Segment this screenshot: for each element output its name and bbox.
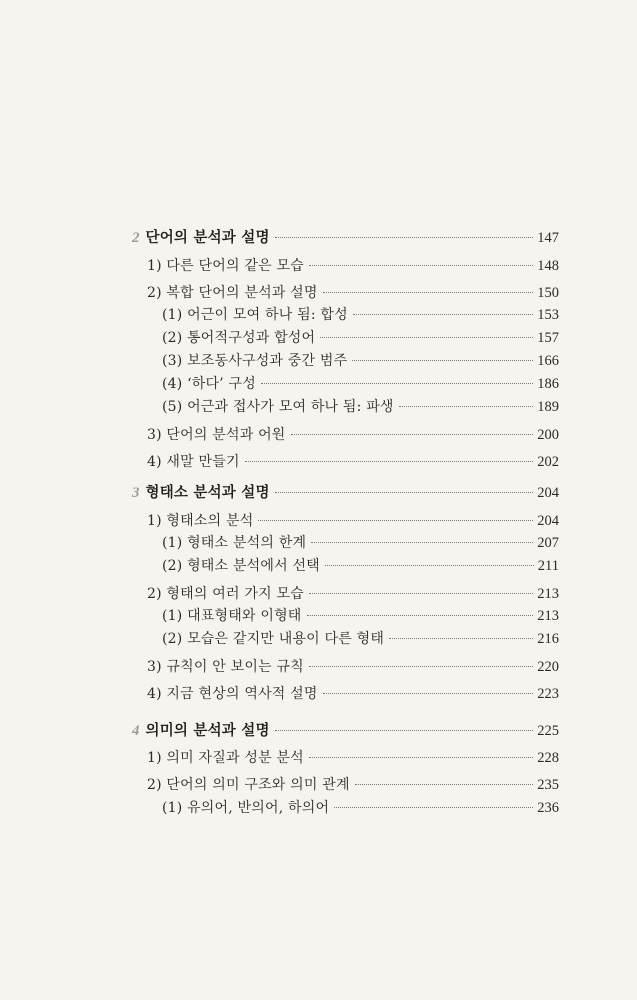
toc-subitem [162,373,559,395]
toc-section-4 [132,720,559,742]
page-number: 200 [537,427,559,443]
page-number: 153 [537,307,559,323]
toc-subitem [162,628,559,650]
page-number: 236 [537,800,559,816]
toc-subitem [162,555,559,577]
dot-leader [355,784,534,785]
section-number: 2 [132,230,140,246]
item-label: 2) 복합 단어의 분석과 설명 [147,285,318,301]
item-label: 2) 형태의 여러 가지 모습 [147,586,304,602]
dot-leader [323,292,534,293]
item-label: 4) 새말 만들기 [147,454,240,470]
subitem-label: (2) 형태소 분석에서 선택 [162,558,320,574]
subitem-label: (1) 형태소 분석의 한계 [162,535,307,551]
page-number: 225 [537,723,559,739]
dot-leader [320,337,533,338]
toc-item [147,510,559,532]
section-title: 단어의 분석과 설명 [145,230,270,246]
subitem-label: (3) 보조동사구성과 중간 범주 [162,353,348,369]
toc-section-3 [132,482,559,504]
page-number: 213 [537,586,559,602]
dot-leader [353,314,533,315]
subitem-label: (1) 대표형태와 이형태 [162,608,302,624]
subitem-label: (4) ‘하다’ 구성 [162,376,256,392]
toc-item [147,583,559,605]
subitem-label: (2) 모습은 같지만 내용이 다른 형태 [162,631,385,647]
toc-item [147,255,559,277]
toc-item [147,424,559,446]
dot-leader [275,730,534,731]
section-title: 형태소 분석과 설명 [145,485,270,501]
dot-leader [307,615,534,616]
page-number: 235 [537,777,559,793]
page-number: 148 [537,258,559,274]
item-label: 3) 규칙이 안 보이는 규칙 [147,659,304,675]
page-number: 202 [537,454,559,470]
dot-leader [258,520,533,521]
page-number: 228 [537,750,559,766]
dot-leader [352,360,533,361]
page-number: 220 [537,659,559,675]
toc-section-2 [132,227,559,249]
page-number: 186 [537,376,559,392]
dot-leader [309,593,533,594]
dot-leader [275,492,534,493]
page-number: 150 [537,285,559,301]
toc-subitem [162,327,559,349]
page-number: 204 [537,513,559,529]
toc-subitem [162,304,559,326]
toc-item [147,683,559,705]
dot-leader [309,757,533,758]
subitem-label: (5) 어근과 접사가 모여 하나 됨: 파생 [162,399,394,415]
item-label: 2) 단어의 의미 구조와 의미 관계 [147,777,350,793]
dot-leader [323,693,534,694]
section-number: 4 [132,723,140,739]
toc-subitem [162,605,559,627]
toc-item [147,451,559,473]
dot-leader [325,565,534,566]
page-number: 157 [537,330,559,346]
page-number: 216 [537,631,559,647]
dot-leader [275,237,534,238]
toc-subitem [162,797,559,819]
toc-item [147,774,559,796]
toc-item [147,282,559,304]
dot-leader [309,265,533,266]
page-number: 223 [537,686,559,702]
subitem-label: (2) 통어적구성과 합성어 [162,330,316,346]
subitem-label: (1) 유의어, 반의어, 하의어 [162,800,330,816]
item-label: 1) 다른 단어의 같은 모습 [147,258,304,274]
page-number: 189 [537,399,559,415]
page-number: 207 [537,535,559,551]
dot-leader [389,638,533,639]
dot-leader [291,434,534,435]
page-number: 147 [537,230,559,246]
toc-subitem [162,350,559,372]
item-label: 3) 단어의 분석과 어원 [147,427,286,443]
dot-leader [399,406,534,407]
toc-item [147,747,559,769]
toc-subitem [162,396,559,418]
page-number: 211 [537,558,559,574]
subitem-label: (1) 어근이 모여 하나 됨: 합성 [162,307,348,323]
section-title: 의미의 분석과 설명 [145,723,270,739]
toc-subitem [162,532,559,554]
section-number: 3 [132,485,140,501]
item-label: 1) 형태소의 분석 [147,513,254,529]
dot-leader [311,542,533,543]
item-label: 1) 의미 자질과 성분 분석 [147,750,304,766]
dot-leader [309,666,533,667]
dot-leader [261,383,533,384]
page-number: 166 [537,353,559,369]
dot-leader [245,461,534,462]
page-number: 204 [537,485,559,501]
toc-item [147,656,559,678]
dot-leader [334,807,533,808]
page-number: 213 [537,608,559,624]
item-label: 4) 지금 현상의 역사적 설명 [147,686,318,702]
